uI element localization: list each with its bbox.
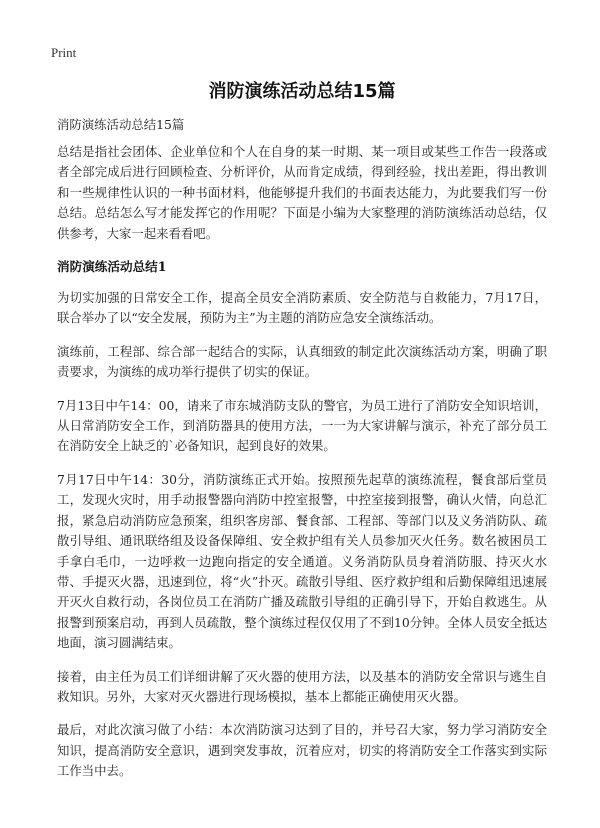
body-paragraph: 演练前，工程部、综合部一起结合的实际，认真细致的制定此次演练活动方案，明确了职责要求，为演练的成功举行提供了切实的保证。 bbox=[57, 343, 547, 380]
print-link[interactable]: Print bbox=[51, 45, 77, 60]
body-paragraph: 为切实加强的日常安全工作，提高全员安全消防素质、安全防范与自救能力，7月17日，联合举办了以“安全发展，预防为主”为主题的消防应急安全演练活动。 bbox=[57, 290, 547, 326]
document-body bbox=[57, 80, 547, 795]
body-paragraph: 最后，对此次演习做了小结：本次消防演习达到了目的，并号召大家，努力学习消防安全知识，提高消防安全意识，遇到突发事故，沉着应对，切实的将消防安全工作落实到实际工作当中去。 bbox=[57, 722, 547, 779]
body-paragraph: 7月17日中午14：30分，消防演练正式开始。按照预先起草的演练流程，餐食部后堂员工，发现火灾时，用手动报警器向消防中控室报警，中控室接到报警，确认火情，向总汇报，紧急启动消防应急预案，组织客房部、餐食部、工程部、等部门以及义务消防队、疏散引导组、通讯联络组及设备保障组、安全救护组有关人员参加灭火任务。数名被困员工手拿白毛巾，一边呼救一边跑向指定的安全通道。义务消防队员身着消防服、持灭火水带、手提灭火器，迅速到位，将“火”扑灭。疏散引导组、医疗救护组和后勤保障组迅速展开灭火自救行动，各岗位员工在消防广播及疏散引导组的正确引导下，开始自救逃生。从报警到预案启动，再到人员疏散，整个演练过程仅仅用了不到10分钟。全体人员安全抵达地面，演习圆满结束。 bbox=[57, 471, 547, 651]
intro-paragraph: 总结是指社会团体、企业单位和个人在自身的某一时期、某一项目或某些工作告一段落或者全部完成后进行回顾检查、分析评价，从而肯定成绩，得到经验，找出差距，得出教训和一些规律性认识的一种书面材料，他能够提升我们的书面表达能力，为此要我们写一份总结。总结怎么写才能发挥它的作用呢？下面是小编为大家整理的消防演练活动总结，仅供参考，大家一起来看看吧。 bbox=[57, 144, 547, 241]
section-heading: 消防演练活动总结1 bbox=[57, 259, 167, 275]
body-paragraph: 接着，由主任为员工们详细讲解了灭火器的使用方法，以及基本的消防安全常识与逃生自救知识。另外，大家对灭火器进行现场模拟，基本上都能正确使用灭火器。 bbox=[57, 668, 547, 704]
body-paragraph: 7月13日中午14：00，请来了市东城消防支队的警官，为员工进行了消防安全知识培训，从日常消防安全工作，到消防器具的使用方法，一一为大家讲解与演示，补充了部分员工在消防安全上缺乏的`必备知识，起到良好的效果。 bbox=[57, 397, 547, 454]
document-subtitle: 消防演练活动总结15篇 bbox=[57, 117, 185, 132]
page-title: 消防演练活动总结15篇 bbox=[208, 81, 396, 102]
